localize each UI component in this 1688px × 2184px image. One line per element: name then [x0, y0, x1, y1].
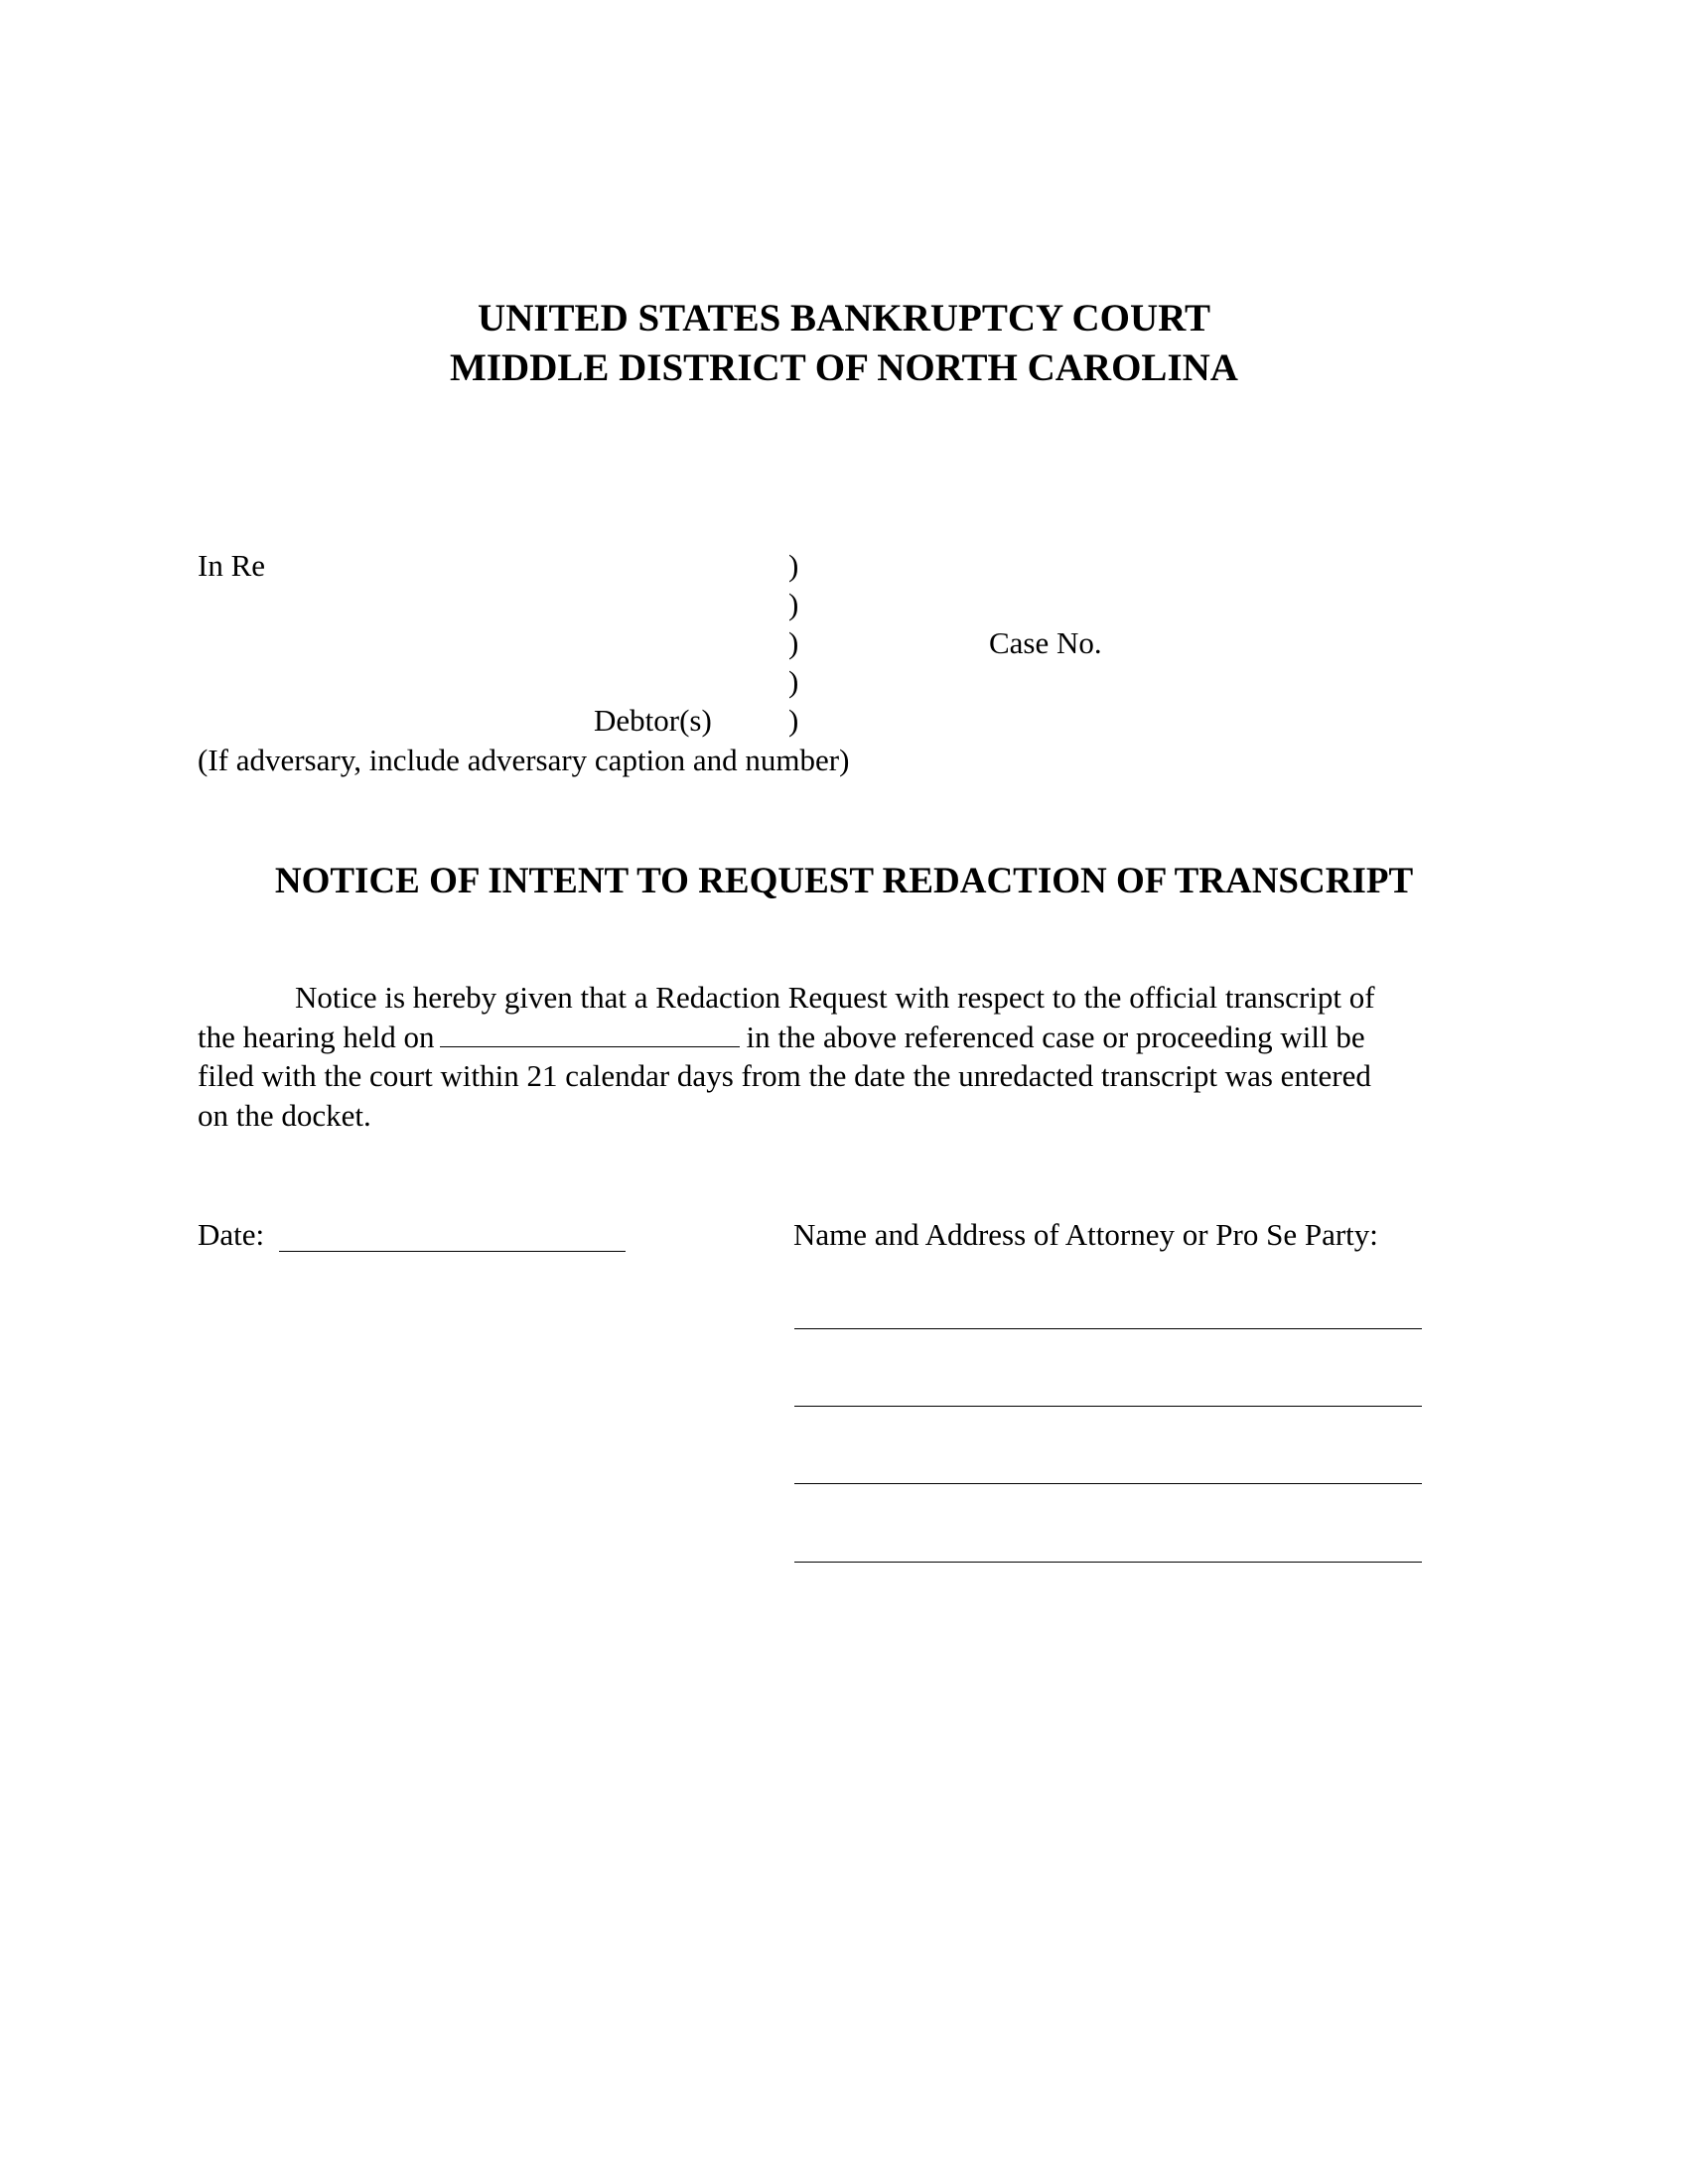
court-header — [0, 294, 1688, 393]
attorney-address-line[interactable] — [794, 1328, 1422, 1329]
caption-paren: ) — [788, 548, 799, 583]
caption-paren: ) — [788, 587, 799, 621]
attorney-label: Name and Address of Attorney or Pro Se Party: — [793, 1217, 1378, 1252]
hearing-date-field[interactable] — [440, 1019, 740, 1047]
attorney-address-line[interactable] — [794, 1483, 1422, 1484]
court-district: MIDDLE DISTRICT OF NORTH CAROLINA — [450, 346, 1238, 389]
debtor-label: Debtor(s) — [594, 703, 712, 738]
caption-paren: ) — [788, 625, 799, 660]
hearing-prefix: the hearing held on — [198, 1019, 435, 1054]
notice-line: on the docket. — [198, 1097, 371, 1133]
date-label: Date: — [198, 1217, 265, 1252]
date-field[interactable] — [279, 1251, 626, 1252]
court-name: UNITED STATES BANKRUPTCY COURT — [478, 297, 1210, 340]
case-number-label: Case No. — [989, 625, 1102, 660]
attorney-address-line[interactable] — [794, 1406, 1422, 1407]
notice-line: filed with the court within 21 calendar days from the date the unredacted transcript was entered — [198, 1058, 1371, 1093]
adversary-note: (If adversary, include adversary caption and number) — [198, 743, 850, 777]
in-re-label: In Re — [198, 548, 266, 583]
hearing-suffix: in the above referenced case or proceeding will be — [746, 1019, 1365, 1054]
attorney-address-line[interactable] — [794, 1562, 1422, 1563]
notice-line: Notice is hereby given that a Redaction Request with respect to the official transcript of — [295, 980, 1375, 1015]
caption-paren: ) — [788, 664, 799, 699]
document-title: NOTICE OF INTENT TO REQUEST REDACTION OF TRANSCRIPT — [274, 861, 1414, 901]
notice-line-hearing — [198, 1018, 1493, 1057]
caption-paren: ) — [788, 703, 799, 738]
notice-paragraph — [198, 978, 1493, 1135]
